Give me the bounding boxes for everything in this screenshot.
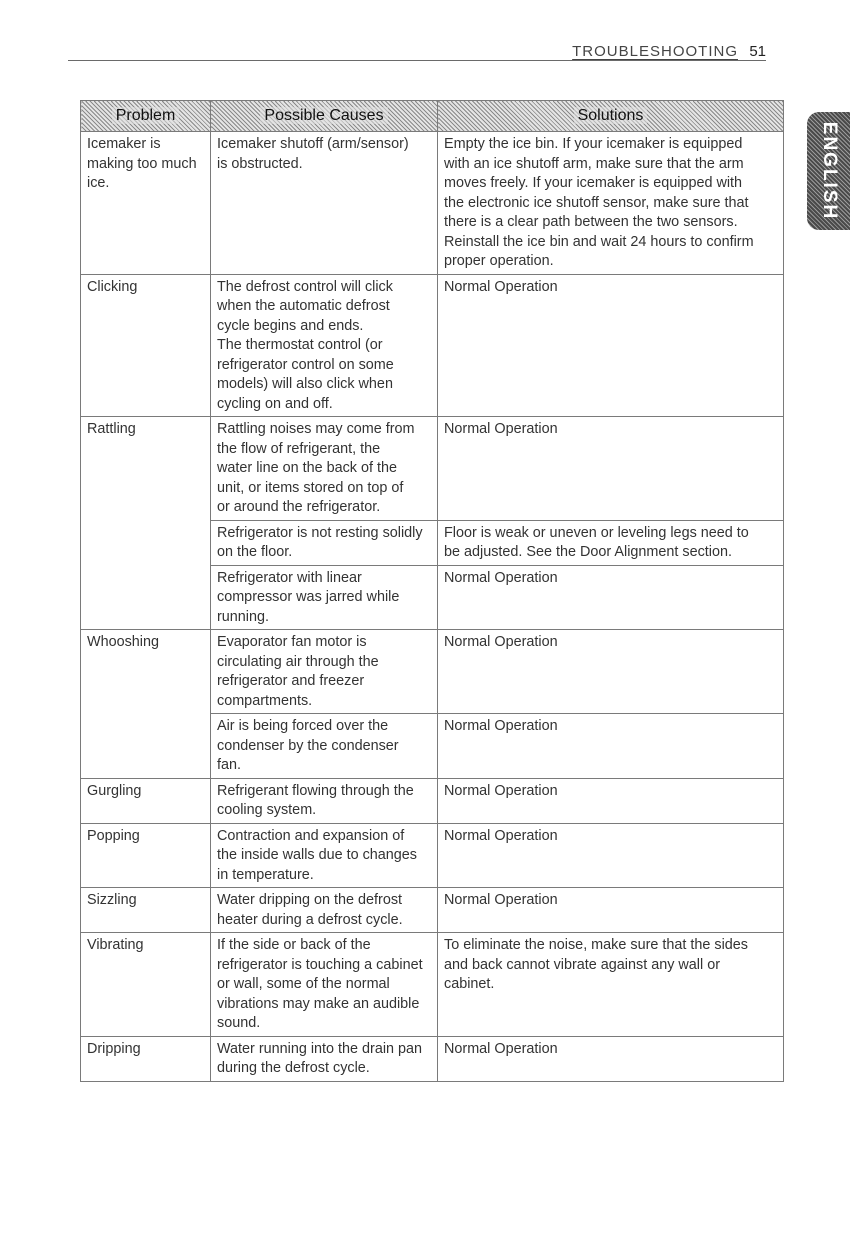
cause-cell: Rattling noises may come from the flow of refrigerant, the water line on the back of the unit, or items stored on top of or around the refrigerator. [211,417,438,521]
troubleshooting-table [80,100,784,1082]
section-title: TROUBLESHOOTING [572,43,738,60]
solution-cell: Normal Operation [438,1036,784,1081]
header-problem: Problem [81,101,211,132]
solution-cell: Normal Operation [438,417,784,521]
solution-cell: To eliminate the noise, make sure that the sides and back cannot vibrate against any wall or cabinet. [438,933,784,1037]
table-row [81,417,784,521]
table-row [81,778,784,823]
problem-cell: Rattling [81,417,211,630]
table-row [81,132,784,275]
page-number: 51 [749,43,766,60]
problem-cell: Dripping [81,1036,211,1081]
cause-cell: Icemaker shutoff (arm/sensor) is obstructed. [211,132,438,275]
cause-cell: Water running into the drain pan during the defrost cycle. [211,1036,438,1081]
language-tab [807,112,850,230]
cause-cell: Refrigerator is not resting solidly on the floor. [211,520,438,565]
solution-cell: Floor is weak or uneven or leveling legs need to be adjusted. See the Door Alignment section. [438,520,784,565]
cause-cell: If the side or back of the refrigerator is touching a cabinet or wall, some of the normal vibrations may make an audible sound. [211,933,438,1037]
problem-cell: Popping [81,823,211,888]
cause-cell: The defrost control will click when the automatic defrost cycle begins and ends. The thermostat control (or refrigerator control on some models) will also click when cycling on and off. [211,274,438,417]
solution-cell: Normal Operation [438,630,784,714]
problem-cell: Whooshing [81,630,211,779]
solution-cell: Normal Operation [438,823,784,888]
solution-cell: Normal Operation [438,888,784,933]
table-row [81,630,784,714]
solution-cell: Normal Operation [438,274,784,417]
cause-cell: Refrigerator with linear compressor was jarred while running. [211,565,438,630]
table-row [81,274,784,417]
solution-cell: Normal Operation [438,714,784,779]
cause-cell: Water dripping on the defrost heater during a defrost cycle. [211,888,438,933]
language-tab-label: ENGLISH [818,121,840,221]
header-solutions: Solutions [438,101,784,132]
problem-cell: Clicking [81,274,211,417]
running-header [68,40,766,61]
solution-cell: Normal Operation [438,565,784,630]
cause-cell: Contraction and expansion of the inside walls due to changes in temperature. [211,823,438,888]
cause-cell: Air is being forced over the condenser by the condenser fan. [211,714,438,779]
cause-cell: Refrigerant flowing through the cooling system. [211,778,438,823]
problem-cell: Sizzling [81,888,211,933]
solution-cell: Normal Operation [438,778,784,823]
table-row [81,933,784,1037]
problem-cell: Icemaker is making too much ice. [81,132,211,275]
problem-cell: Gurgling [81,778,211,823]
cause-cell: Evaporator fan motor is circulating air through the refrigerator and freezer compartments. [211,630,438,714]
table-row [81,888,784,933]
table-header-row [81,101,784,132]
table-row [81,823,784,888]
solution-cell: Empty the ice bin. If your icemaker is equipped with an ice shutoff arm, make sure that the arm moves freely. If your icemaker is equipped with the electronic ice shutoff sensor, make sure that there is a clear path between the two sensors. Reinstall the ice bin and wait 24 hours to confirm proper operation. [438,132,784,275]
header-possible-causes: Possible Causes [211,101,438,132]
table-row [81,1036,784,1081]
problem-cell: Vibrating [81,933,211,1037]
